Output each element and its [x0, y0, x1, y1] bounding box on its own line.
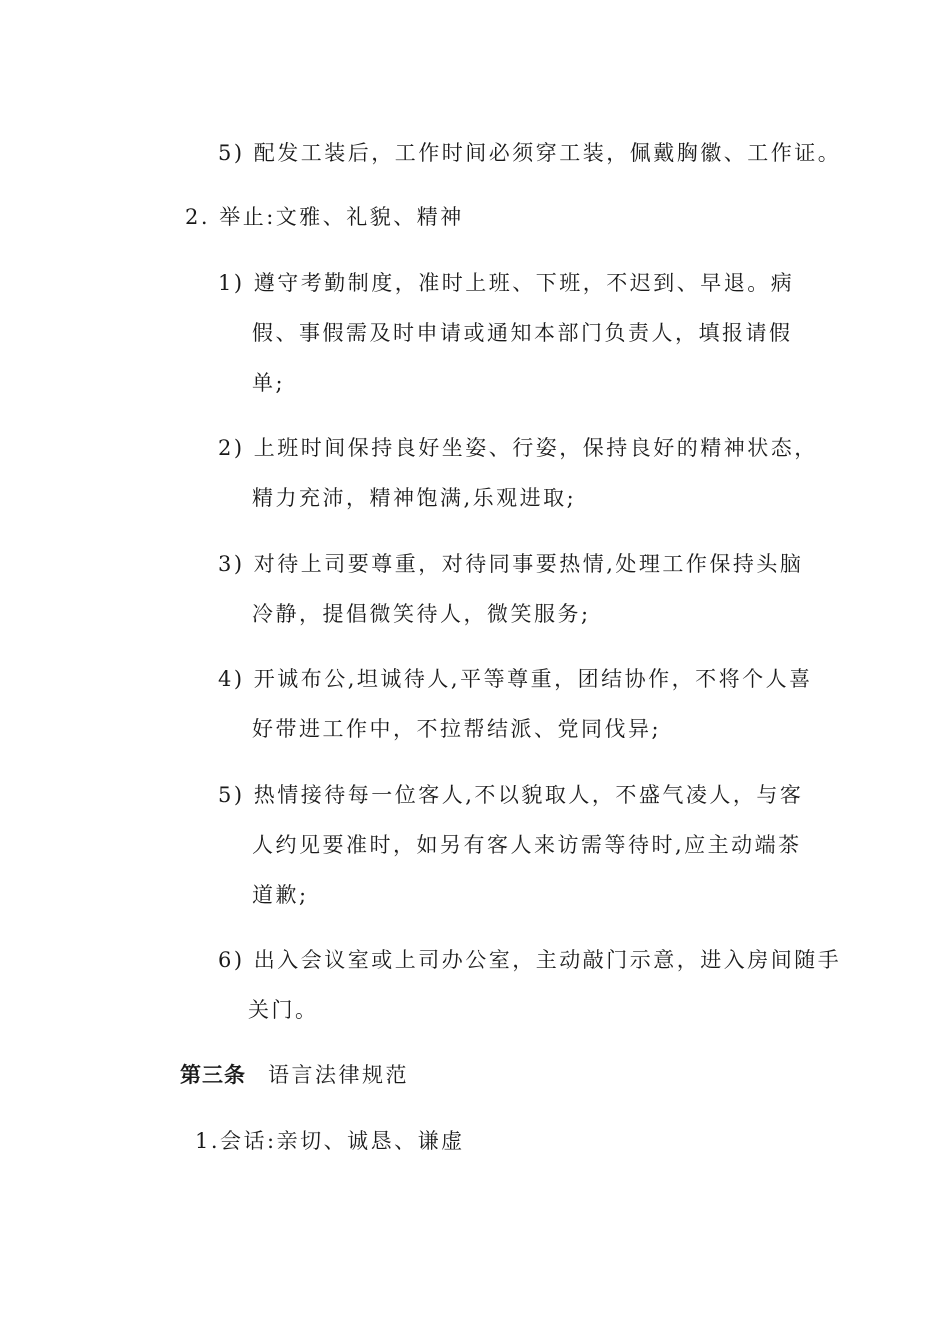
- item-5-line-2: 人约见要准时，如另有客人来访需等待时,应主动端茶: [252, 833, 802, 857]
- article-3-heading: [180, 1060, 409, 1090]
- item-1-line-1: 1) 遵守考勤制度，准时上班、下班，不迟到、早退。病: [218, 271, 795, 295]
- article-3-label: 第三条: [180, 1063, 246, 1087]
- item-5-line-1: 5) 热情接待每一位客人,不以貌取人，不盛气凌人，与客: [218, 783, 804, 807]
- section-2-heading: 2. 举止:文雅、礼貌、精神: [185, 205, 464, 229]
- item-3-line-2: 冷静，提倡微笑待人，微笑服务;: [252, 602, 591, 626]
- item-4-line-2: 好带进工作中，不拉帮结派、党同伐异;: [252, 717, 662, 741]
- subsection-1-conversation: 1.会话:亲切、诚恳、谦虚: [195, 1129, 465, 1153]
- item-3-line-1: 3) 对待上司要尊重，对待同事要热情,处理工作保持头脑: [218, 552, 804, 576]
- item-6-line-2: 关门。: [248, 998, 319, 1022]
- item-2-line-2: 精力充沛，精神饱满,乐观进取;: [252, 486, 577, 510]
- item-1-line-2: 假、事假需及时申请或通知本部门负责人，填报请假: [252, 321, 793, 345]
- item-6-line-1: 6) 出入会议室或上司办公室，主动敲门示意，进入房间随手: [218, 948, 842, 972]
- item-5-line-3: 道歉;: [252, 883, 309, 907]
- item-1-line-3: 单;: [252, 371, 286, 395]
- article-3-title: 语言法律规范: [268, 1063, 409, 1087]
- item-2-line-1: 2) 上班时间保持良好坐姿、行姿，保持良好的精神状态，: [218, 436, 818, 460]
- item-5-uniform: 5) 配发工装后，工作时间必须穿工装，佩戴胸徽、工作证。: [218, 141, 842, 165]
- item-4-line-1: 4) 开诚布公,坦诚待人,平等尊重，团结协作，不将个人喜: [218, 667, 813, 691]
